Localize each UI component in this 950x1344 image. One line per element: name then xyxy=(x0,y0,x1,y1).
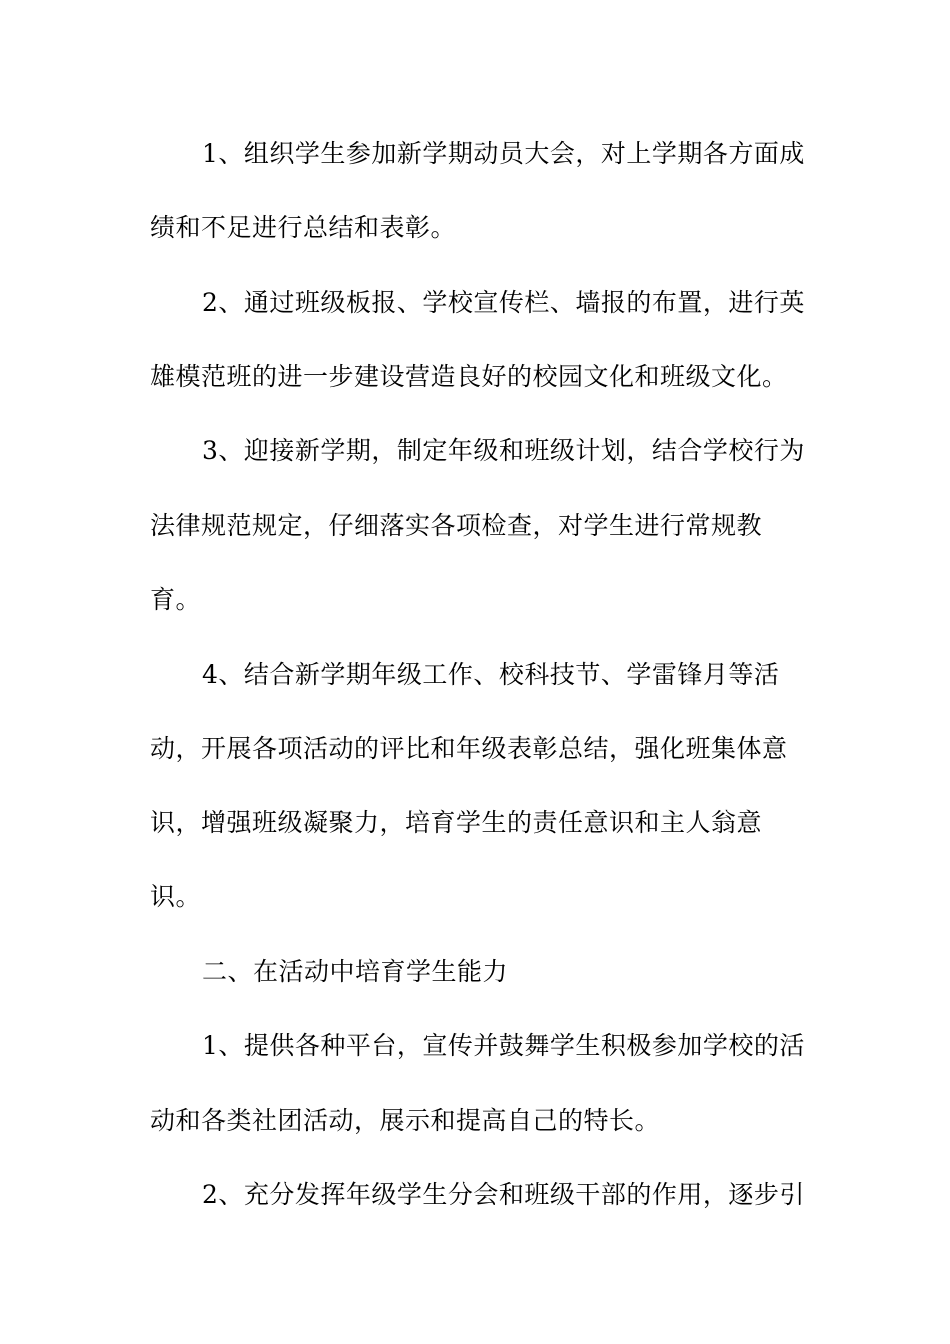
paragraph-line: 雄模范班的进一步建设营造良好的校园文化和班级文化。 xyxy=(150,362,788,391)
paragraph-line: 法律规范规定，仔细落实各项检查，对学生进行常规教 xyxy=(150,511,763,540)
paragraph-line: 3、迎接新学期，制定年级和班级计划，结合学校行为 xyxy=(202,436,805,465)
section-heading: 二、在活动中培育学生能力 xyxy=(202,957,509,986)
paragraph-line: 2、通过班级板报、学校宣传栏、墙报的布置，进行英 xyxy=(202,288,805,317)
paragraph-line: 识。 xyxy=(150,882,202,911)
paragraph-line: 1、组织学生参加新学期动员大会，对上学期各方面成 xyxy=(202,139,805,168)
paragraph-line: 4、结合新学期年级工作、校科技节、学雷锋月等活 xyxy=(202,660,780,689)
paragraph-line: 育。 xyxy=(150,585,202,614)
paragraph-line: 动，开展各项活动的评比和年级表彰总结，强化班集体意 xyxy=(150,734,788,763)
paragraph-line: 1、提供各种平台，宣传并鼓舞学生积极参加学校的活 xyxy=(202,1031,805,1060)
paragraph-line: 绩和不足进行总结和表彰。 xyxy=(150,213,457,242)
paragraph-line: 2、充分发挥年级学生分会和班级干部的作用，逐步引 xyxy=(202,1180,805,1209)
paragraph-line: 动和各类社团活动，展示和提高自己的特长。 xyxy=(150,1106,661,1135)
paragraph-line: 识，增强班级凝聚力，培育学生的责任意识和主人翁意 xyxy=(150,808,763,837)
